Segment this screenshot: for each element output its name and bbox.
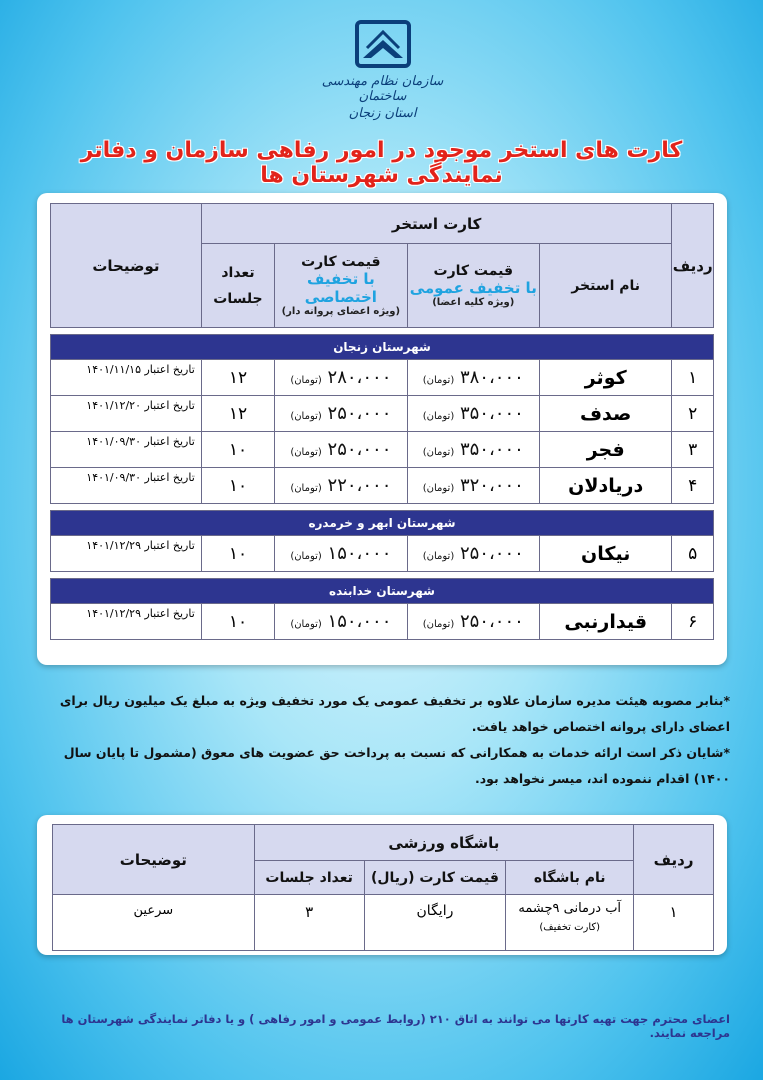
section-title-zanjan: شهرستان زنجان: [51, 335, 714, 360]
price-special: [275, 604, 407, 640]
price-public: [407, 536, 539, 572]
unit-label: (تومان): [290, 411, 322, 422]
price-special-value: ۱۵۰،۰۰۰: [327, 611, 392, 632]
unit-label: (تومان): [290, 483, 322, 494]
col-header-price-public: [407, 244, 539, 328]
gym-description: سرعین: [53, 895, 255, 951]
price-special-note: (ویژه اعضای پروانه دار): [281, 306, 401, 317]
pool-name: فجر: [539, 432, 671, 468]
gym-col-header-row: ردیف: [634, 825, 714, 895]
note-discount: *بنابر مصوبه هیئت مدیره سازمان علاوه بر تخفیف عمومی یک مورد تخفیف ویژه به مبلغ یک میلیون ریال برای اعضای دارای پروانه اختصاص خواهد یافت.: [59, 693, 730, 734]
sessions: ۱۰: [201, 604, 274, 640]
table-row: [51, 468, 714, 504]
page-title: کارت های استخر موجود در امور رفاهی سازمان و دفاتر نمایندگی شهرستان ها: [80, 138, 683, 188]
price-special-label: قیمت کارت: [301, 254, 381, 270]
col-header-sessions: تعداد جلسات: [201, 244, 274, 328]
price-public-value: ۳۵۰،۰۰۰: [459, 439, 524, 460]
pool-name: نیکان: [539, 536, 671, 572]
gym-name-text: آب درمانی ۹چشمه: [518, 901, 622, 916]
col-header-row: ردیف: [672, 204, 714, 328]
unit-label: (تومان): [422, 411, 455, 422]
unit-label: (تومان): [422, 551, 455, 562]
pool-name: قیدارنبی: [539, 604, 671, 640]
price-special-value: ۲۸۰،۰۰۰: [327, 367, 392, 388]
gym-table: [52, 824, 714, 951]
price-public-label: قیمت کارت: [433, 263, 514, 279]
price-special: [275, 536, 407, 572]
validity-date: تاریخ اعتبار ۱۴۰۱/۱۲/۲۰: [51, 396, 202, 432]
col-header-description: توضیحات: [51, 204, 202, 328]
logo-org-name: سازمان نظام مهندسی ساختمان: [321, 74, 444, 104]
gym-col-header-description: توضیحات: [53, 825, 255, 895]
gym-sessions: ۳: [254, 895, 364, 951]
price-special-value: ۱۵۰،۰۰۰: [327, 543, 392, 564]
row-number: ۳: [672, 432, 714, 468]
row-number: ۱: [672, 360, 714, 396]
price-public-note: (ویژه کلیه اعضا): [432, 297, 515, 308]
unit-label: (تومان): [290, 619, 322, 630]
pool-table: [50, 203, 714, 640]
validity-date: تاریخ اعتبار ۱۴۰۱/۱۱/۱۵: [51, 360, 202, 396]
gym-col-header-name: نام باشگاه: [506, 861, 634, 895]
row-number: ۶: [672, 604, 714, 640]
price-special-value: ۲۵۰،۰۰۰: [327, 439, 392, 460]
sessions: ۱۰: [201, 536, 274, 572]
price-special: [275, 396, 407, 432]
gym-col-header-group: باشگاه ورزشی: [254, 825, 633, 861]
footer-note: اعضای محترم جهت تهیه کارتها می توانند به اتاق ۲۱۰ (روابط عمومی و امور رفاهی ) و یا دفاتر نمایندگی شهرستان ها مراجعه نمایند.: [61, 1012, 730, 1040]
unit-label: (تومان): [422, 375, 455, 386]
sessions: ۱۲: [201, 396, 274, 432]
gym-name-note: (کارت تخفیف): [539, 922, 601, 933]
price-special: [275, 432, 407, 468]
table-row: [51, 360, 714, 396]
logo-province: استان زنجان: [348, 106, 417, 121]
price-public-value: ۲۵۰،۰۰۰: [459, 611, 524, 632]
price-special: [275, 468, 407, 504]
sessions: ۱۲: [201, 360, 274, 396]
section-title-abhar: شهرستان ابهر و خرمدره: [51, 511, 714, 536]
table-row: [51, 536, 714, 572]
notes: [30, 688, 730, 792]
pool-name: صدف: [539, 396, 671, 432]
price-public-value: ۳۲۰،۰۰۰: [459, 475, 524, 496]
price-public: [407, 360, 539, 396]
table-row: [51, 432, 714, 468]
price-special: [275, 360, 407, 396]
table-row: [51, 396, 714, 432]
gym-col-header-sessions: تعداد جلسات: [254, 861, 364, 895]
unit-label: (تومان): [422, 619, 455, 630]
price-public-value: ۲۵۰،۰۰۰: [459, 543, 524, 564]
unit-label: (تومان): [290, 447, 322, 458]
row-number: ۵: [672, 536, 714, 572]
logo: [320, 18, 445, 128]
price-public: [407, 468, 539, 504]
sessions: ۱۰: [201, 468, 274, 504]
price-public-sub: با تخفیف عمومی: [409, 279, 537, 297]
price-public: [407, 604, 539, 640]
note-dues: *شایان ذکر است ارائه خدمات به همکارانی که نسبت به پرداخت حق عضویت های معوق (مشمول تا پایان سال ۱۴۰۰) اقدام ننموده اند، میسر نخواهد بود.: [63, 745, 730, 786]
unit-label: (تومان): [422, 447, 455, 458]
price-special-value: ۲۵۰،۰۰۰: [327, 403, 392, 424]
gym-name: [506, 895, 634, 951]
section-title-khodabandeh: شهرستان خدابنده: [51, 579, 714, 604]
table-row: [51, 604, 714, 640]
row-number: ۴: [672, 468, 714, 504]
price-public-value: ۳۸۰،۰۰۰: [459, 367, 524, 388]
price-public: [407, 396, 539, 432]
unit-label: (تومان): [290, 375, 322, 386]
pool-name: دریادلان: [539, 468, 671, 504]
price-special-value: ۲۲۰،۰۰۰: [327, 475, 392, 496]
col-header-price-special: [275, 244, 407, 328]
price-public: [407, 432, 539, 468]
unit-label: (تومان): [422, 483, 455, 494]
validity-date: تاریخ اعتبار ۱۴۰۱/۱۲/۲۹: [51, 536, 202, 572]
row-number: ۲: [672, 396, 714, 432]
validity-date: تاریخ اعتبار ۱۴۰۱/۱۲/۲۹: [51, 604, 202, 640]
unit-label: (تومان): [290, 551, 322, 562]
price-public-value: ۳۵۰،۰۰۰: [459, 403, 524, 424]
sessions: ۱۰: [201, 432, 274, 468]
gym-col-header-price: قیمت کارت (ریال): [364, 861, 506, 895]
validity-date: تاریخ اعتبار ۱۴۰۱/۰۹/۳۰: [51, 432, 202, 468]
pool-name: کوثر: [539, 360, 671, 396]
col-header-pool-name: نام استخر: [539, 244, 671, 328]
price-special-sub: با تخفیف اختصاصی: [304, 270, 377, 306]
gym-price: رایگان: [364, 895, 506, 951]
row-number: ۱: [634, 895, 714, 951]
table-row: [53, 895, 714, 951]
validity-date: تاریخ اعتبار ۱۴۰۱/۰۹/۳۰: [51, 468, 202, 504]
col-header-pool-card: کارت استخر: [201, 204, 672, 244]
organization-logo-icon: [353, 18, 413, 70]
